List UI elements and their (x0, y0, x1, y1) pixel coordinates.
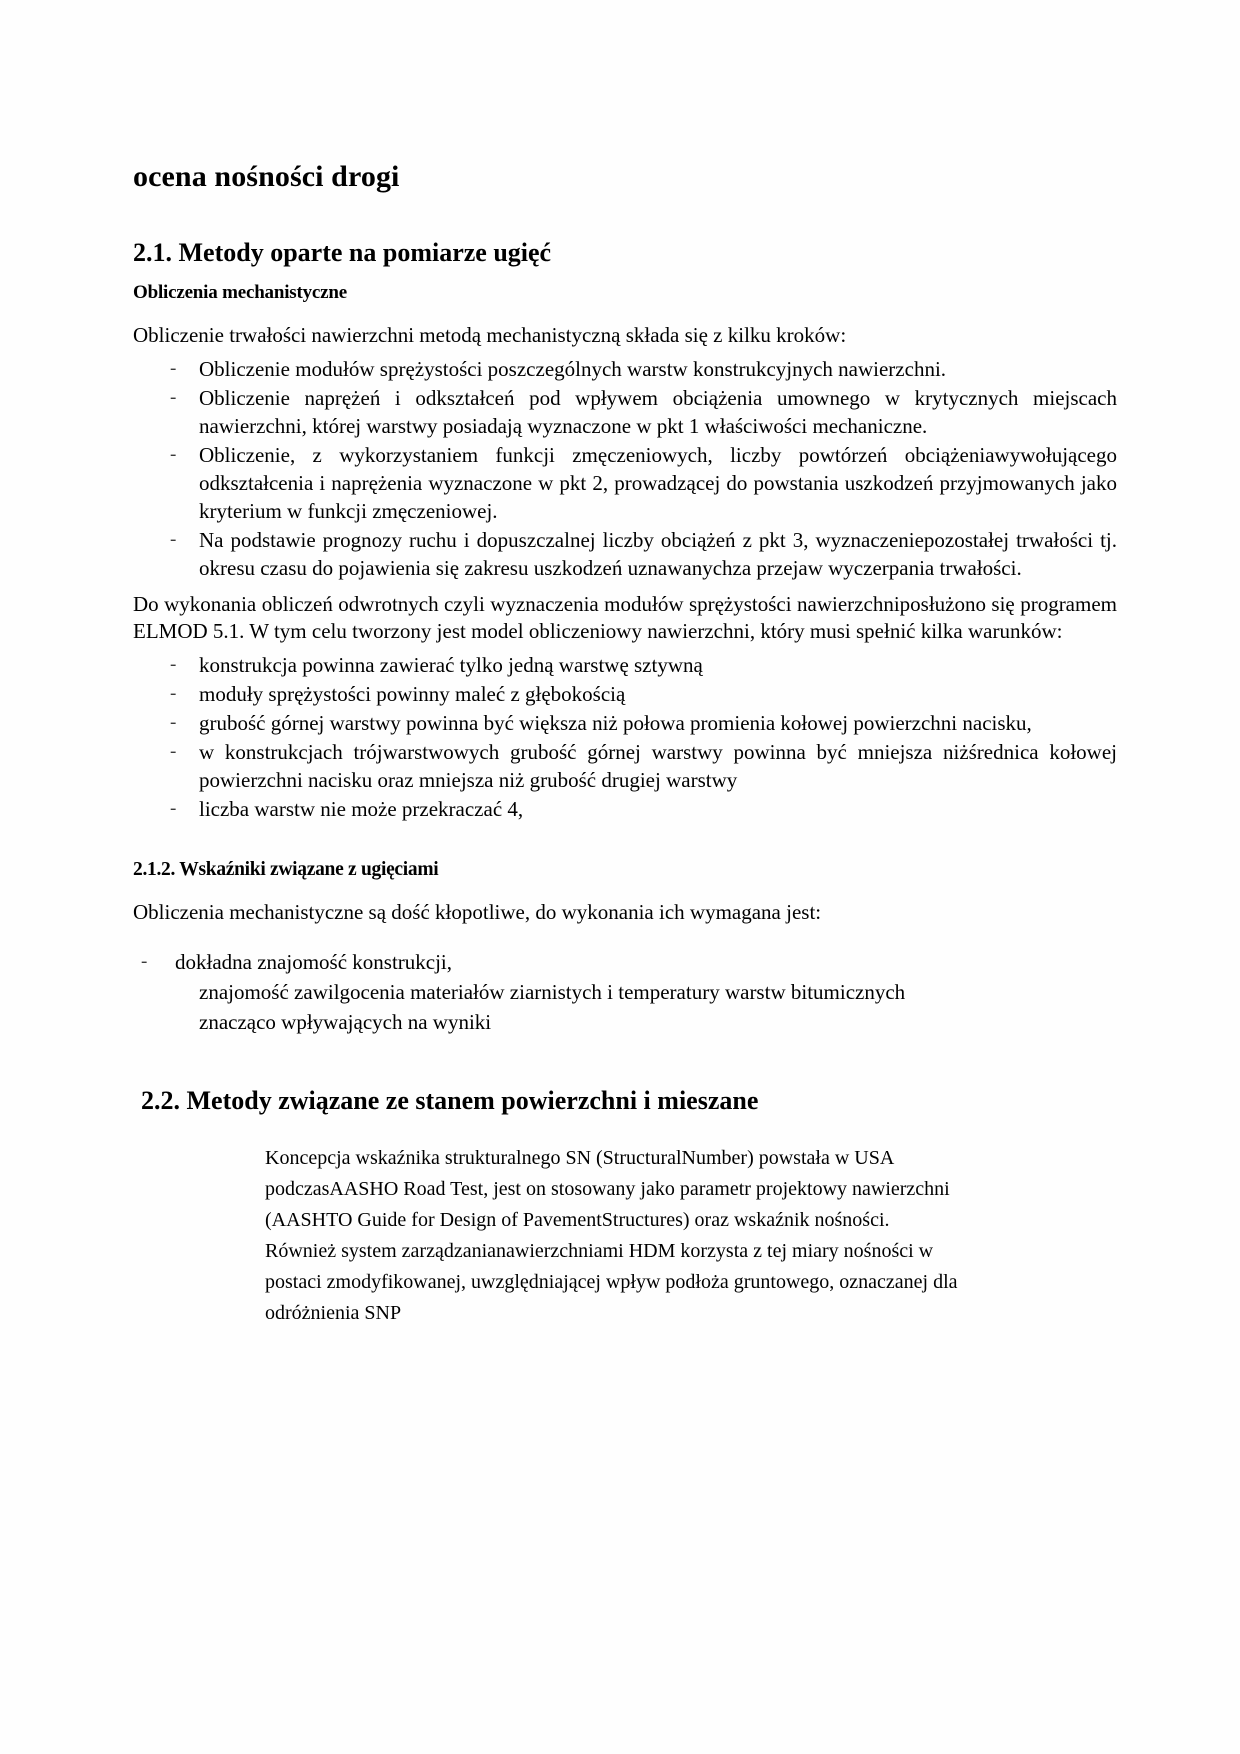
list-item-continuation: znajomość zawilgocenia materiałów ziarnistych i temperatury warstw bitumicznych (199, 979, 906, 1004)
closing-line: Koncepcja wskaźnika strukturalnego SN (StructuralNumber) powstała w USA (265, 1146, 895, 1169)
subsection-heading-obliczenia-mechanistyczne: Obliczenia mechanistyczne (133, 281, 347, 303)
list-item: - Obliczenie naprężeń i odkształceń pod wpływem obciążenia umownego w krytycznych miejscach nawierzchni, której warstwy posiadają wyznaczone w pkt 1 właściwości mechaniczne. (133, 385, 1117, 441)
intro-paragraph-2-1-2: Obliczenia mechanistyczne są dość kłopotliwe, do wykonania ich wymagana jest: (133, 899, 822, 924)
list-item: - moduły sprężystości powinny maleć z głębokością (133, 681, 1117, 709)
section-heading-2-1-2: 2.1.2. Wskaźniki związane z ugięciami (133, 858, 439, 880)
model-conditions-list (133, 652, 1117, 824)
section-spacer (133, 832, 1117, 858)
list-item: - w konstrukcjach trójwarstwowych grubość górnej warstwy powinna być mniejsza niżśrednica kołowej powierzchni nacisku oraz mniejsza niż grubość drugiej warstwy (133, 739, 1117, 795)
closing-paragraph-block (265, 1143, 1055, 1329)
list-item: - konstrukcja powinna zawierać tylko jedną warstwę sztywną (133, 652, 1117, 680)
document-content (133, 160, 1117, 1329)
closing-line: odróżnienia SNP (265, 1301, 402, 1324)
section-spacer (133, 1045, 1117, 1085)
list-spacer (133, 933, 1117, 947)
closing-line: (AASHTO Guide for Design of PavementStructures) oraz wskaźnik nośności. (265, 1208, 890, 1231)
list-item: - Obliczenie, z wykorzystaniem funkcji zmęczeniowych, liczby powtórzeń obciążeniawywołującego odkształcenia i naprężenia wyznaczone w pkt 2, prowadzącej do powstania uszkodzeń przyjmowanych jako kryterium w funkcji zmęczeniowej. (133, 442, 1117, 526)
list-item-continuation: znacząco wpływających na wyniki (199, 1010, 492, 1035)
closing-line: podczasAASHO Road Test, jest on stosowany jako parametr projektowy nawierzchni (265, 1177, 950, 1200)
list-item (133, 949, 1117, 1038)
list-item: - liczba warstw nie może przekraczać 4, (133, 796, 1117, 824)
section-heading-2-2: 2.2. Metody związane ze stanem powierzchni i mieszane (141, 1086, 759, 1116)
section-heading-2-1: 2.1. Metody oparte na pomiarze ugięć (133, 237, 552, 267)
intro-paragraph-2-1: Obliczenie trwałości nawierzchni metodą mechanistyczną składa się z kilku kroków: (133, 323, 847, 348)
list-item: - grubość górnej warstwy powinna być większa niż połowa promienia kołowej powierzchni nacisku, (133, 710, 1117, 738)
paragraph-elmod: Do wykonania obliczeń odwrotnych czyli wyznaczenia modułów sprężystości nawierzchniposłużono się programem ELMOD 5.1. W tym celu tworzony jest model obliczeniowy nawierzchni, który musi spełnić kilka warunków: (133, 591, 1117, 644)
steps-list (133, 356, 1117, 582)
closing-line: Również system zarządzanianawierzchniami HDM korzysta z tej miary nośności w (265, 1239, 934, 1262)
requirements-list (133, 949, 1117, 1038)
list-item-text: dokładna znajomość konstrukcji, (175, 949, 453, 974)
list-item: - Obliczenie modułów sprężystości poszczególnych warstw konstrukcyjnych nawierzchni. (133, 356, 1117, 384)
list-item: - Na podstawie prognozy ruchu i dopuszczalnej liczby obciążeń z pkt 3, wyznaczeniepozostałej trwałości tj. okresu czasu do pojawienia się zakresu uszkodzeń uznawanychza przejaw wyczerpania trwałości. (133, 527, 1117, 583)
page-title: ocena nośności drogi (133, 160, 400, 193)
closing-line: postaci zmodyfikowanej, uwzględniającej wpływ podłoża gruntowego, oznaczanej dla (265, 1270, 958, 1293)
